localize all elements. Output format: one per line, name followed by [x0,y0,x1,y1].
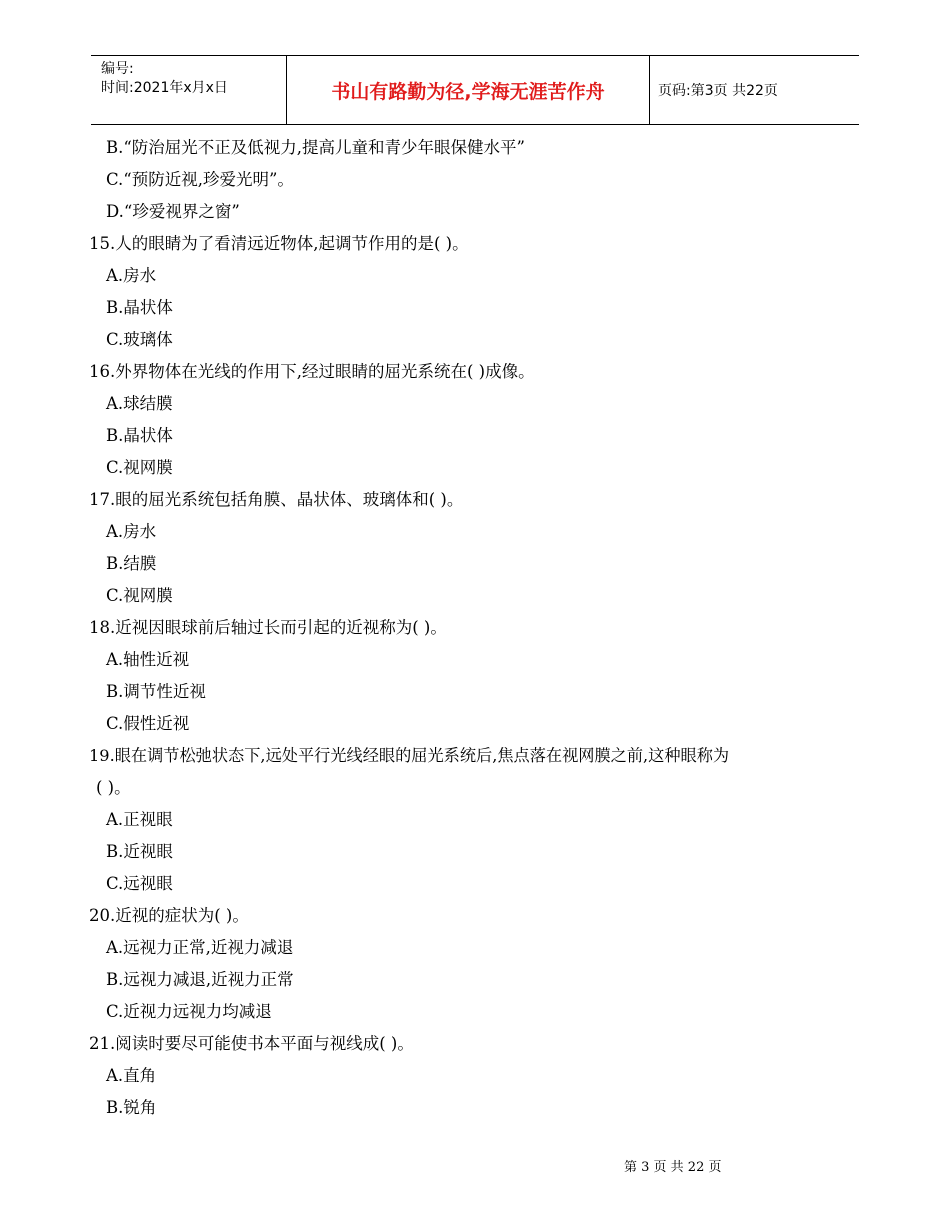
header-info-cell [91,56,287,124]
option-line: C.远视眼 [106,874,173,893]
option-line: A.房水 [106,522,157,541]
option-line: C.玻璃体 [106,330,173,349]
question-continuation: ( )。 [96,778,131,797]
option-line: A.房水 [106,266,157,285]
option-line: A.正视眼 [106,810,173,829]
option-line: A.远视力正常,近视力减退 [106,938,294,957]
question-line: 16.外界物体在光线的作用下,经过眼睛的屈光系统在( )成像。 [89,362,535,381]
serial-number-label: 编号: [101,61,134,77]
page-footer: 第 3 页 共 22 页 [624,1160,722,1175]
option-line: A.直角 [106,1066,157,1085]
option-line: B.晶状体 [106,298,173,317]
option-line: B.远视力减退,近视力正常 [106,970,294,989]
option-line: B.“防治屈光不正及低视力,提高儿童和青少年眼保健水平” [106,138,525,157]
question-line: 15.人的眼睛为了看清远近物体,起调节作用的是( )。 [89,234,469,253]
option-line: B.近视眼 [106,842,173,861]
question-line: 18.近视因眼球前后轴过长而引起的近视称为( )。 [89,618,447,637]
option-line: C.近视力远视力均减退 [106,1002,272,1021]
option-line: C.视网膜 [106,586,173,605]
option-line: C.假性近视 [106,714,190,733]
header-page-code: 页码:第3页 共22页 [658,83,778,99]
option-line: B.锐角 [106,1098,157,1117]
question-line: 21.阅读时要尽可能使书本平面与视线成( )。 [89,1034,414,1053]
time-label: 时间:2021年x月x日 [101,80,228,96]
option-line: B.调节性近视 [106,682,206,701]
option-line: A.轴性近视 [106,650,190,669]
option-line: D.“珍爱视界之窗” [106,202,240,221]
option-line: C.“预防近视,珍爱光明”。 [106,170,294,189]
header-motto: 书山有路勤为径,学海无涯苦作舟 [287,56,650,124]
option-line: C.视网膜 [106,458,173,477]
option-line: B.晶状体 [106,426,173,445]
question-line: 19.眼在调节松弛状态下,远处平行光线经眼的屈光系统后,焦点落在视网膜之前,这种眼称为 [89,746,730,765]
option-line: B.结膜 [106,554,157,573]
page-header [91,55,859,125]
question-line: 20.近视的症状为( )。 [89,906,249,925]
option-line: A.球结膜 [106,394,173,413]
question-line: 17.眼的屈光系统包括角膜、晶状体、玻璃体和( )。 [89,490,464,509]
